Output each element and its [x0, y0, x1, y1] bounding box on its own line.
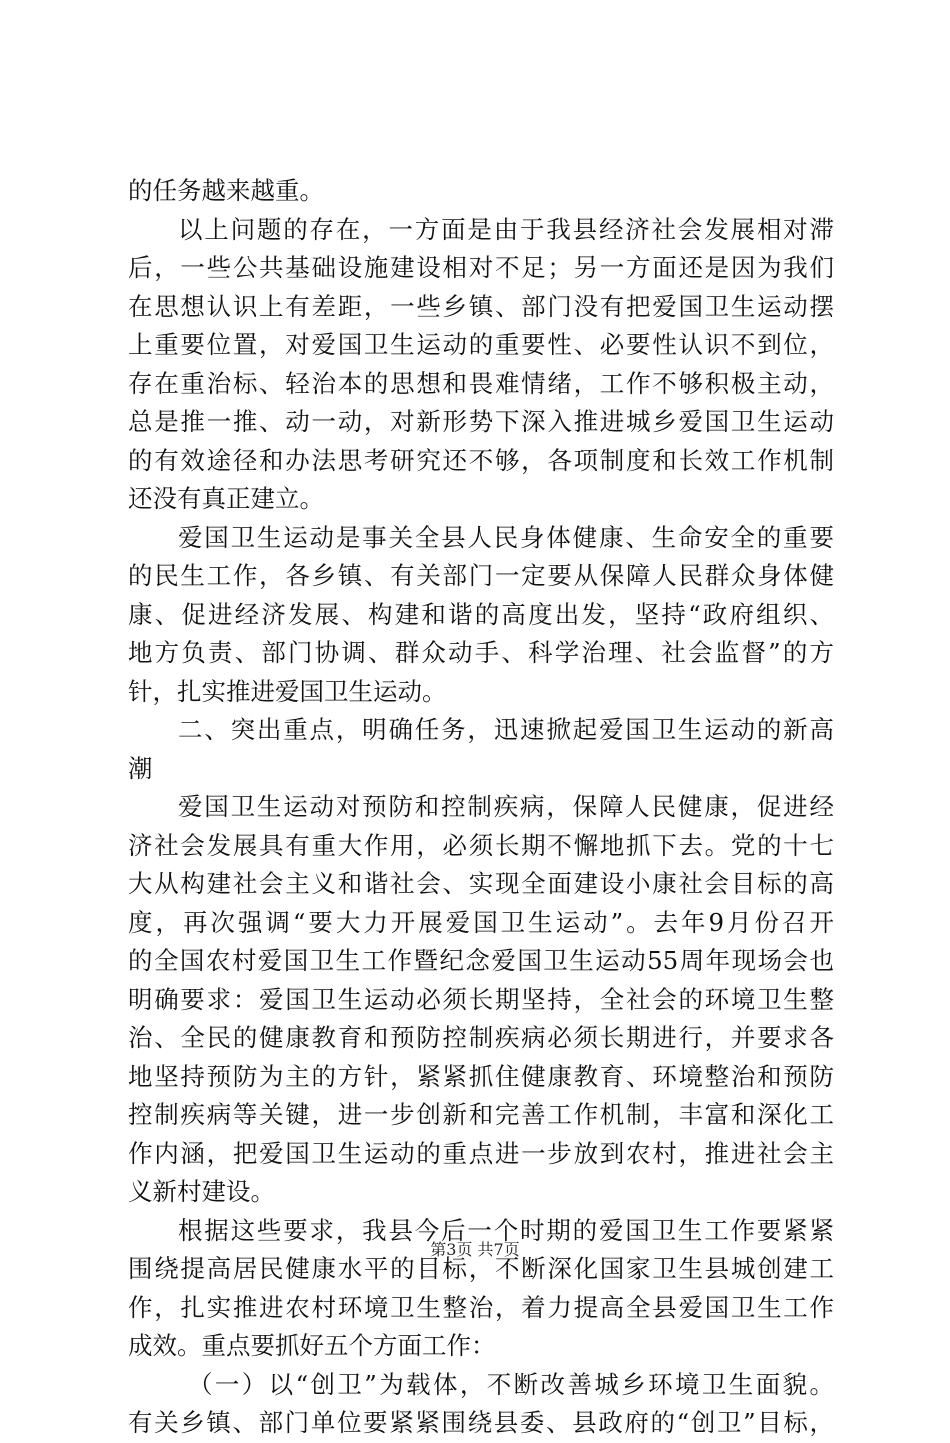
text-line: 的全国农村爱国卫生工作暨纪念爱国卫生运动55周年现场会也 — [128, 946, 834, 975]
text-line: 总是推一推、动一动，对新形势下深入推进城乡爱国卫生运动 — [128, 407, 834, 436]
text-line: 作内涵，把爱国卫生运动的重点进一步放到农村，推进社会主 — [128, 1138, 834, 1168]
text-line: 围绕提高居民健康水平的目标，不断深化国家卫生县城创建工 — [128, 1254, 834, 1283]
text-line: 济社会发展具有重大作用，必须长期不懈地抓下去。党的十七 — [128, 830, 834, 860]
text-line: 的任务越来越重。 — [128, 176, 324, 205]
text-line: 的有效途径和办法思考研究还不够，各项制度和长效工作机制 — [128, 445, 834, 475]
text-line: 在思想认识上有差距，一些乡镇、部门没有把爱国卫生运动摆 — [128, 291, 834, 321]
text-line: 后，一些公共基础设施建设相对不足；另一方面还是因为我们 — [128, 253, 834, 282]
text-line: 潮 — [128, 753, 153, 783]
text-line: 爱国卫生运动是事关全县人民身体健康、生命安全的重要 — [178, 522, 834, 552]
text-line: 二、突出重点，明确任务，迅速掀起爱国卫生运动的新高 — [178, 715, 834, 744]
text-line: 还没有真正建立。 — [128, 484, 324, 513]
text-line: 有关乡镇、部门单位要紧紧围绕县委、县政府的“创卫”目标， — [128, 1408, 834, 1437]
text-line: 治、全民的健康教育和预防控制疾病必须长期进行，并要求各 — [128, 1023, 834, 1052]
text-line: （一）以“创卫”为载体，不断改善城乡环境卫生面貌。 — [188, 1369, 834, 1399]
text-line: 控制疾病等关键，进一步创新和完善工作机制，丰富和深化工 — [128, 1100, 834, 1129]
text-line: 根据这些要求，我县今后一个时期的爱国卫生工作要紧紧 — [178, 1215, 834, 1245]
text-line: 度，再次强调“要大力开展爱国卫生运动”。去年9月份召开 — [128, 907, 834, 937]
text-line: 地方负责、部门协调、群众动手、科学治理、社会监督”的方 — [128, 638, 834, 667]
text-line: 义新村建设。 — [128, 1177, 275, 1206]
text-line: 明确要求：爱国卫生运动必须长期坚持，全社会的环境卫生整 — [128, 984, 834, 1014]
text-line: 上重要位置，对爱国卫生运动的重要性、必要性认识不到位， — [128, 330, 834, 359]
text-line: 康、促进经济发展、构建和谐的高度出发，坚持“政府组织、 — [128, 599, 834, 629]
page-footer: 第3页 共7页 — [430, 1240, 520, 1259]
text-line: 成效。重点要抓好五个方面工作： — [128, 1331, 496, 1360]
text-line: 大从构建社会主义和谐社会、实现全面建设小康社会目标的高 — [128, 869, 834, 898]
text-line: 爱国卫生运动对预防和控制疾病，保障人民健康，促进经 — [178, 792, 834, 821]
text-line: 的民生工作，各乡镇、有关部门一定要从保障人民群众身体健 — [128, 561, 834, 590]
text-line: 针，扎实推进爱国卫生运动。 — [128, 676, 447, 706]
text-line: 以上问题的存在，一方面是由于我县经济社会发展相对滞 — [178, 214, 834, 244]
text-line: 作，扎实推进农村环境卫生整治，着力提高全县爱国卫生工作 — [128, 1292, 834, 1322]
text-line: 存在重治标、轻治本的思想和畏难情绪，工作不够积极主动， — [128, 368, 834, 398]
text-line: 地坚持预防为主的方针，紧紧抓住健康教育、环境整治和预防 — [128, 1061, 834, 1091]
